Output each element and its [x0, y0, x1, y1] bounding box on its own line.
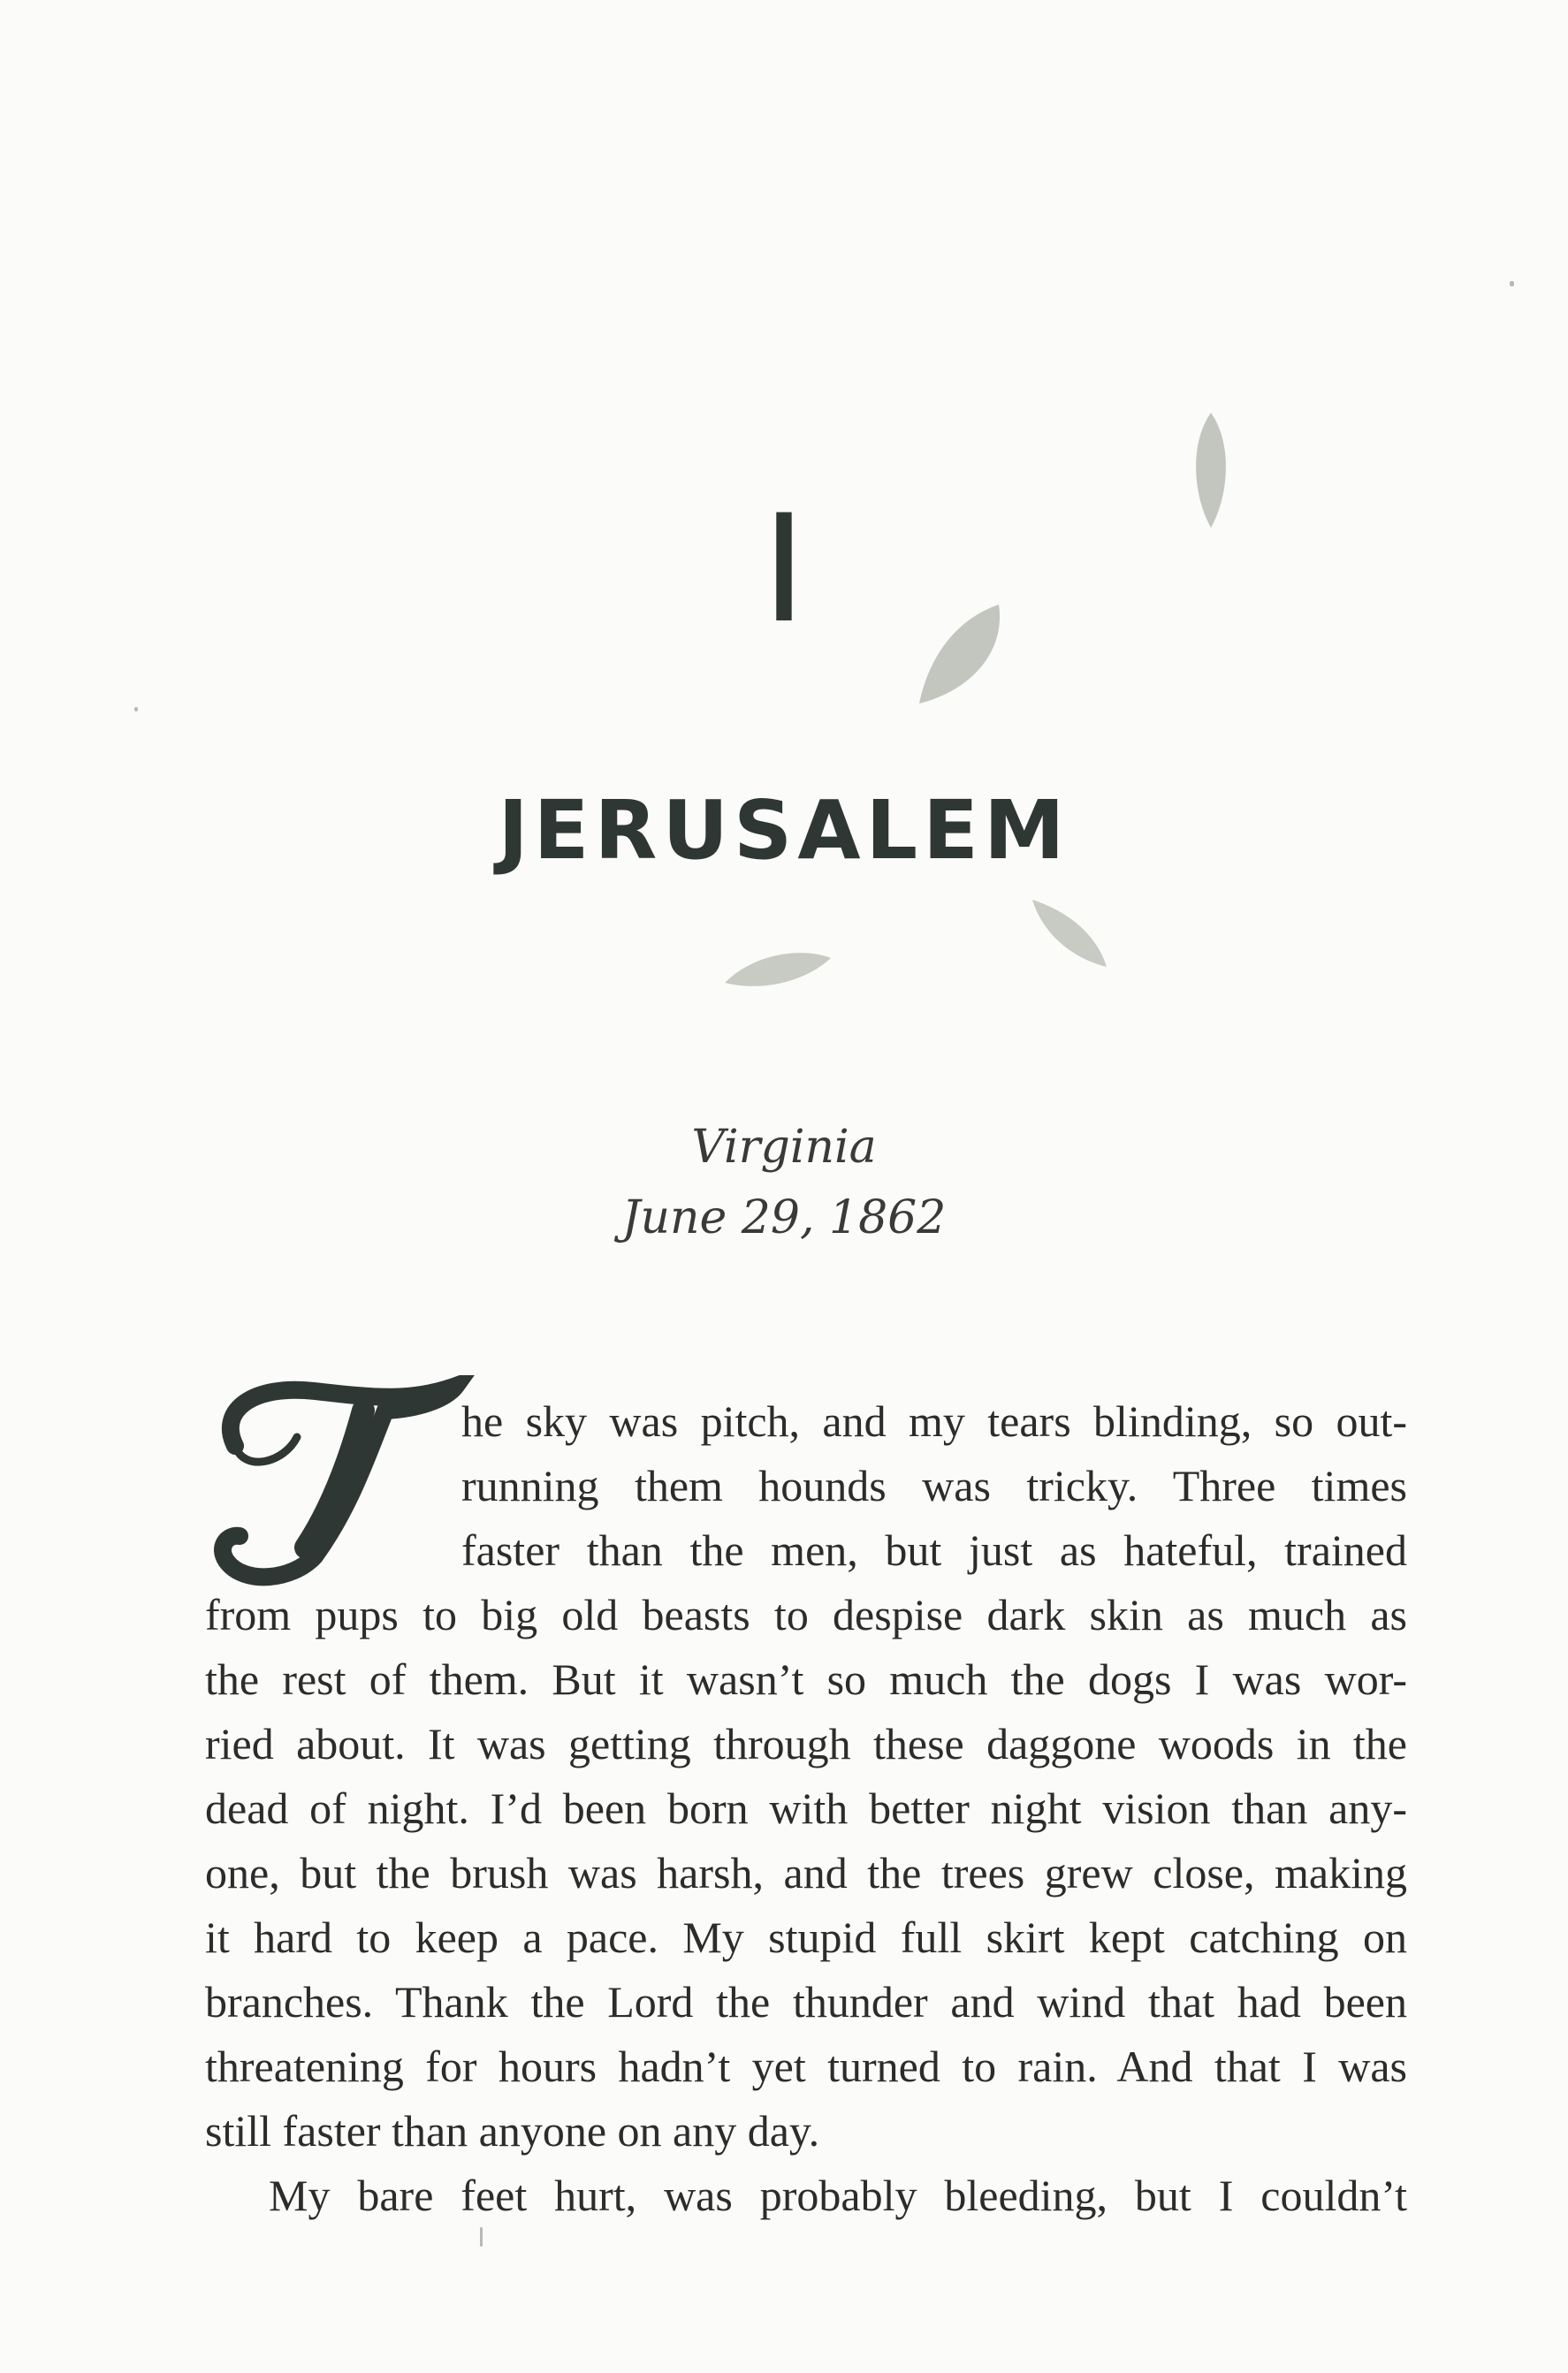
- paper-speck: [134, 707, 138, 711]
- paper-speck: [480, 2227, 483, 2247]
- paper-speck: [1510, 281, 1514, 286]
- dateline-date: June 29, 1862: [621, 1191, 947, 1244]
- text-line: threatening for hours hadn’t yet turned to rain. And that I was: [205, 2042, 1407, 2091]
- text-line: it hard to keep a pace. My stupid full skirt kept catching on: [205, 1913, 1407, 1962]
- text-line: he sky was pitch, and my tears blinding, so out-: [461, 1396, 1407, 1446]
- text-line: one, but the brush was harsh, and the trees grew close, making: [205, 1848, 1407, 1898]
- text-line: branches. Thank the Lord the thunder and wind that had been: [205, 1977, 1407, 2027]
- text-line: still faster than anyone on any day.: [205, 2106, 820, 2156]
- chapter-number: I: [768, 483, 800, 656]
- text-line: faster than the men, but just as hateful, trained: [461, 1525, 1407, 1575]
- text-line: running them hounds was tricky. Three times: [461, 1461, 1407, 1510]
- body-text: [205, 1389, 1407, 2228]
- text-line: from pups to big old beasts to despise dark skin as much as: [205, 1590, 1407, 1639]
- paragraph: [205, 2164, 1407, 2228]
- leaf-ornament-icon: [720, 947, 835, 992]
- chapter-title: JERUSALEM: [498, 783, 1070, 878]
- text-line: dead of night. I’d been born with better night vision than any-: [205, 1784, 1407, 1833]
- text-line: ried about. It was getting through these daggone woods in the: [205, 1719, 1407, 1768]
- text-line: My bare feet hurt, was probably bleeding, but I couldn’t: [269, 2171, 1407, 2220]
- text-line: the rest of them. But it wasn’t so much the dogs I was wor-: [205, 1654, 1407, 1704]
- dateline-place: Virginia: [691, 1121, 877, 1174]
- paragraph: [205, 1389, 1407, 2164]
- leaf-ornament-icon: [1025, 893, 1114, 972]
